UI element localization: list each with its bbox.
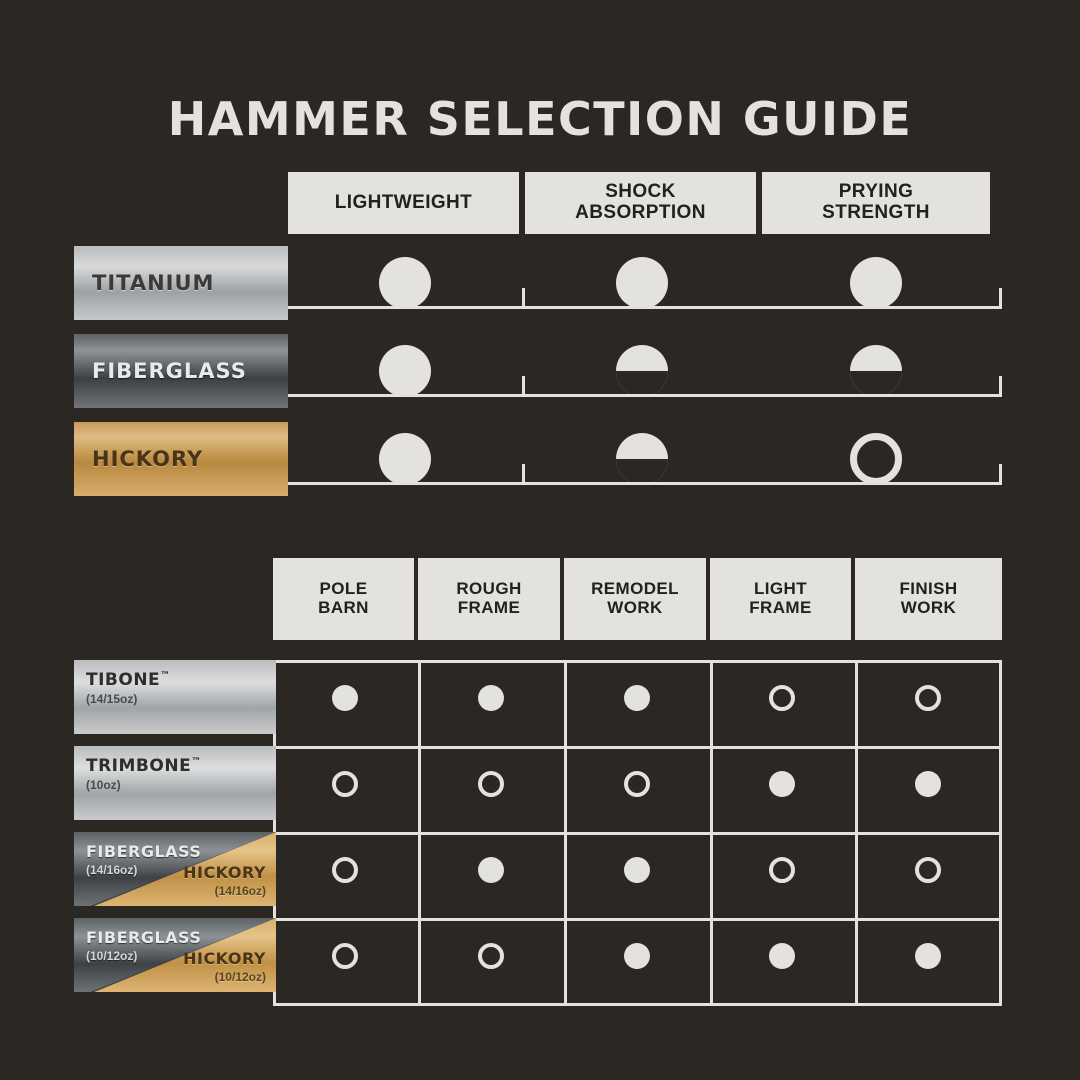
cell-fiberglass-hickory-14-16-rough-frame: [478, 857, 504, 883]
column-header-lightweight-line1: LIGHTWEIGHT: [334, 191, 473, 213]
product-right-label: [183, 949, 266, 984]
product-right-label: [183, 863, 266, 898]
row-divider-3: [288, 482, 1002, 485]
column-header-light-frame: [710, 558, 855, 640]
cell-fiberglass-hickory-10-12-remodel-work: [624, 943, 650, 969]
cell-tibone-rough-frame: [478, 685, 504, 711]
rating-half-icon: [850, 345, 902, 397]
cell-trimbone-finish-work: [915, 771, 941, 797]
grid-hline: [276, 832, 999, 835]
column-header-shock-absorption: [525, 172, 759, 234]
cell-titanium-shock-absorption: [616, 257, 668, 309]
row-label-hickory: [74, 422, 288, 496]
rating-open-icon: [478, 943, 504, 969]
product-size-2: (14/16oz): [214, 884, 266, 898]
cell-fiberglass-hickory-14-16-light-frame: [769, 857, 795, 883]
rating-full-icon: [769, 943, 795, 969]
column-header-prying-strength-line1: PRYING: [838, 181, 914, 203]
cell-fiberglass-hickory-14-16-pole-barn: [332, 857, 358, 883]
rating-full-icon: [478, 685, 504, 711]
column-header-prying-strength-line2: STRENGTH: [822, 202, 930, 223]
cell-tibone-light-frame: [769, 685, 795, 711]
rating-full-icon: [332, 685, 358, 711]
rating-open-icon: [332, 771, 358, 797]
product-size: (14/15oz): [86, 692, 138, 706]
rating-full-icon: [478, 857, 504, 883]
cell-titanium-lightweight: [379, 257, 431, 309]
product-name: TIBONE™: [86, 670, 171, 690]
cell-fiberglass-hickory-14-16-remodel-work: [624, 857, 650, 883]
row-tick: [999, 464, 1002, 485]
column-header-rough-frame-line2: FRAME: [457, 598, 521, 617]
cell-fiberglass-hickory-14-16-finish-work: [915, 857, 941, 883]
column-header-pole-barn: [273, 558, 418, 640]
column-header-rough-frame: [418, 558, 564, 640]
rating-full-icon: [379, 257, 431, 309]
column-header-shock-absorption-line1: SHOCK: [605, 181, 676, 203]
product-label-fiberglass-hickory-14-16: [74, 832, 276, 906]
rating-open-icon: [332, 857, 358, 883]
rating-full-icon: [624, 857, 650, 883]
row-tick: [522, 464, 525, 485]
rating-open-icon: [769, 857, 795, 883]
rating-full-icon: [624, 685, 650, 711]
cell-tibone-finish-work: [915, 685, 941, 711]
row-label-fiberglass-text: FIBERGLASS: [92, 359, 247, 383]
column-header-finish-work: [855, 558, 1002, 640]
column-header-pole-barn-line1: POLE: [319, 579, 368, 599]
rating-full-icon: [915, 771, 941, 797]
column-header-remodel-work: [564, 558, 710, 640]
cell-tibone-remodel-work: [624, 685, 650, 711]
product-label-fiberglass-hickory-10-12: [74, 918, 276, 992]
cell-hickory-lightweight: [379, 433, 431, 485]
rating-open-icon: [850, 433, 902, 485]
row-tick: [522, 376, 525, 397]
material-properties-table: [0, 172, 1080, 512]
column-header-finish-work-line1: FINISH: [899, 579, 958, 599]
product-size-2: (10/12oz): [214, 970, 266, 984]
cell-tibone-pole-barn: [332, 685, 358, 711]
cell-titanium-prying-strength: [850, 257, 902, 309]
rating-full-icon: [915, 943, 941, 969]
cell-fiberglass-hickory-10-12-rough-frame: [478, 943, 504, 969]
row-tick: [522, 288, 525, 309]
cell-fiberglass-prying-strength: [850, 345, 902, 397]
product-name-2: HICKORY: [183, 863, 266, 882]
product-name: TRIMBONE™: [86, 756, 202, 776]
trademark-symbol: ™: [191, 756, 202, 768]
row-tick: [999, 376, 1002, 397]
column-header-lightweight: [288, 172, 522, 234]
product-label-tibone: [74, 660, 276, 734]
product-size: (14/16oz): [86, 863, 138, 877]
column-header-remodel-work-line2: WORK: [607, 598, 663, 617]
column-header-pole-barn-line2: BARN: [318, 598, 369, 617]
column-header-rough-frame-line1: ROUGH: [456, 579, 522, 599]
application-matrix-table: [0, 558, 1080, 1018]
rating-open-icon: [478, 771, 504, 797]
cell-fiberglass-hickory-10-12-finish-work: [915, 943, 941, 969]
row-divider-1: [288, 306, 1002, 309]
product-size: (10oz): [86, 778, 121, 792]
row-divider-2: [288, 394, 1002, 397]
rating-half-icon: [616, 433, 668, 485]
cell-hickory-prying-strength: [850, 433, 902, 485]
column-header-remodel-work-line1: REMODEL: [591, 579, 679, 599]
cell-fiberglass-lightweight: [379, 345, 431, 397]
cell-trimbone-light-frame: [769, 771, 795, 797]
product-name: FIBERGLASS: [86, 842, 202, 861]
product-label-trimbone: [74, 746, 276, 820]
rating-open-icon: [769, 685, 795, 711]
rating-full-icon: [850, 257, 902, 309]
column-header-light-frame-line2: FRAME: [749, 598, 812, 617]
grid-hline: [276, 746, 999, 749]
grid-hline: [276, 918, 999, 921]
row-label-fiberglass: [74, 334, 288, 408]
row-label-hickory-text: HICKORY: [92, 447, 204, 471]
cell-fiberglass-shock-absorption: [616, 345, 668, 397]
cell-trimbone-pole-barn: [332, 771, 358, 797]
rating-full-icon: [616, 257, 668, 309]
rating-full-icon: [379, 433, 431, 485]
column-header-light-frame-line1: LIGHT: [753, 579, 807, 599]
rating-open-icon: [624, 771, 650, 797]
product-size: (10/12oz): [86, 949, 138, 963]
rating-open-icon: [915, 685, 941, 711]
cell-fiberglass-hickory-10-12-light-frame: [769, 943, 795, 969]
rating-half-icon: [616, 345, 668, 397]
column-header-shock-absorption-line2: ABSORPTION: [575, 202, 706, 223]
rating-open-icon: [332, 943, 358, 969]
row-tick: [999, 288, 1002, 309]
rating-full-icon: [379, 345, 431, 397]
row-label-titanium: [74, 246, 288, 320]
rating-open-icon: [915, 857, 941, 883]
row-label-titanium-text: TITANIUM: [92, 271, 215, 295]
column-header-finish-work-line2: WORK: [900, 598, 957, 617]
cell-hickory-shock-absorption: [616, 433, 668, 485]
cell-trimbone-rough-frame: [478, 771, 504, 797]
product-name-2: HICKORY: [183, 949, 266, 968]
column-header-prying-strength: [762, 172, 990, 234]
cell-fiberglass-hickory-10-12-pole-barn: [332, 943, 358, 969]
rating-full-icon: [624, 943, 650, 969]
rating-full-icon: [769, 771, 795, 797]
trademark-symbol: ™: [160, 670, 171, 682]
page-title: HAMMER SELECTION GUIDE: [167, 92, 913, 146]
cell-trimbone-remodel-work: [624, 771, 650, 797]
product-name: FIBERGLASS: [86, 928, 202, 947]
